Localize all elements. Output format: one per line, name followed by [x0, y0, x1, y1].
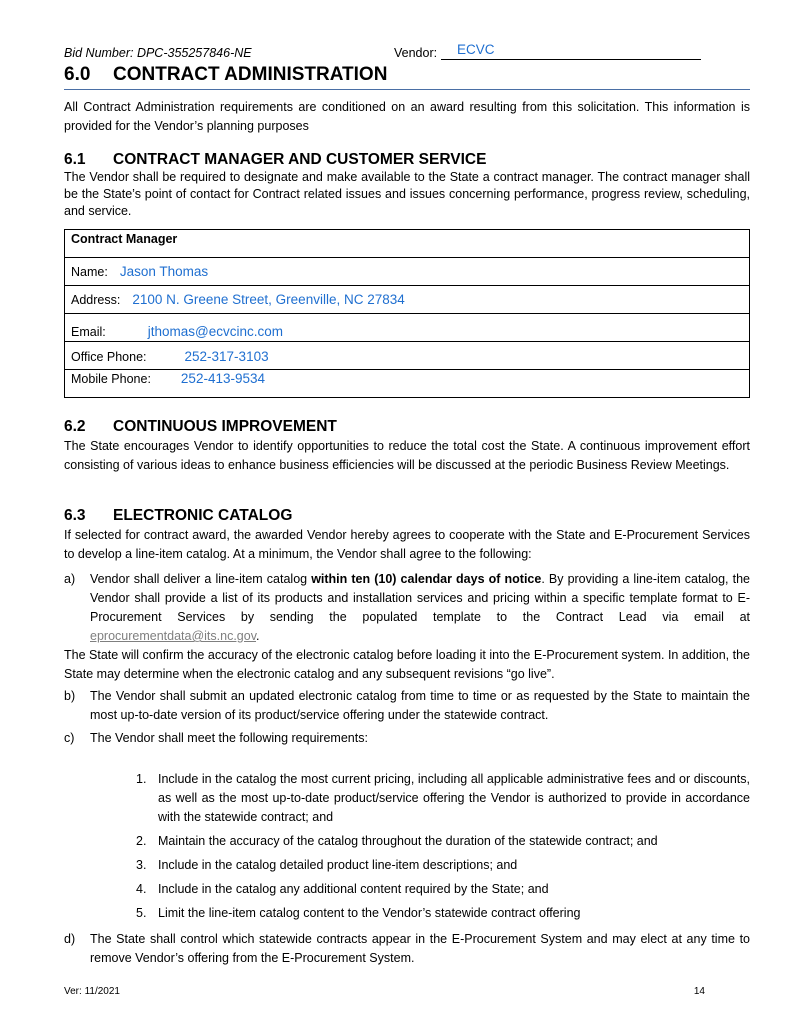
list-marker: 1.	[136, 772, 147, 786]
section-6-heading	[64, 64, 750, 90]
vendor-label: Vendor:	[394, 46, 438, 60]
table-row	[65, 258, 750, 286]
contract-manager-table	[64, 229, 750, 398]
list-marker: 5.	[136, 906, 147, 920]
sub-item-text: Include in the catalog any additional content required by the State; and	[158, 882, 549, 896]
vendor-value: ECVC	[457, 42, 495, 57]
mobile-phone-label: Mobile Phone:	[71, 372, 151, 386]
section-6-3-text: If selected for contract award, the awarded Vendor hereby agrees to cooperate with the State and E-Procurement Services to develop a line-item catalog. At a minimum, the Vendor shall agree to the following:	[64, 528, 750, 561]
eprocurement-email-link[interactable]: eprocurementdata@its.nc.gov	[90, 629, 257, 643]
item-a-emphasis: within ten (10) calendar days of notice	[311, 572, 542, 586]
list-item-d	[64, 930, 750, 968]
item-c-text: The Vendor shall meet the following requirements:	[90, 731, 368, 745]
sub-list-item-5	[136, 904, 750, 923]
section-6-1-text: The Vendor shall be required to designate and make available to the State a contract manager. The contract manager shall be the State’s point of contact for Contract related issues and issues concerning performance, progress review, scheduling, and service.	[64, 170, 750, 218]
sub-item-text: Include in the catalog the most current pricing, including all applicable administrative fees and or discounts, as well as the most up-to-date product/service offering the Vendor is authorized to provide in accordance with the statewide contract; and	[158, 772, 750, 824]
list-marker: c)	[64, 731, 75, 745]
table-heading-cell	[65, 230, 750, 258]
page-number: 14	[693, 986, 705, 997]
section-number: 6.0	[64, 64, 91, 85]
section-number: 6.3	[64, 507, 86, 524]
list-marker: a)	[64, 572, 76, 586]
item-b-text: The Vendor shall submit an updated electronic catalog from time to time or as requested by the State to maintain the most up-to-date version of its product/service offering under the statewide contract.	[90, 689, 750, 722]
sub-list-item-3	[136, 856, 750, 875]
list-marker: 2.	[136, 834, 147, 848]
list-item-a	[64, 570, 750, 646]
list-marker: b)	[64, 689, 76, 703]
page-header	[64, 44, 750, 62]
sub-item-text: Maintain the accuracy of the catalog throughout the duration of the statewide contract; and	[158, 834, 658, 848]
list-marker: 4.	[136, 882, 147, 896]
email-label: Email:	[71, 325, 106, 339]
section-6-intro: All Contract Administration requirements are conditioned on an award resulting from this solicitation. This information is provided for the Vendor’s planning purposes	[64, 100, 750, 133]
list-item-c	[64, 729, 750, 748]
list-item-b	[64, 687, 750, 725]
footer-version: Ver: 11/2021	[64, 986, 120, 997]
section-6-2-text: The State encourages Vendor to identify opportunities to reduce the total cost the State. A continuous improvement effort consisting of various ideas to enhance business efficiencies will be discussed at the periodic Business Review Meetings.	[64, 439, 750, 472]
sub-list-item-4	[136, 880, 750, 899]
email-value[interactable]: jthomas@ecvcinc.com	[147, 324, 283, 339]
section-6-2-heading	[64, 418, 337, 436]
table-row	[65, 286, 750, 314]
page-footer	[64, 986, 750, 997]
item-a-text-mid: . By providing a line-item catalog, the Vendor shall provide a list of its products and installation services and pricing within a specific template format to E-Procurement Services by sending the populated template to the Contract Lead via email at	[90, 572, 750, 624]
item-a-text-start: Vendor shall deliver a line-item catalog	[90, 572, 312, 586]
sub-item-text: Limit the line-item catalog content to the Vendor’s statewide contract offering	[158, 906, 581, 920]
table-row	[65, 370, 750, 398]
vendor-field[interactable]	[441, 44, 701, 60]
section-title: ELECTRONIC CATALOG	[113, 507, 293, 524]
address-value[interactable]: 2100 N. Greene Street, Greenville, NC 27834	[132, 292, 405, 307]
office-phone-label: Office Phone:	[71, 350, 147, 364]
name-label: Name:	[71, 265, 108, 279]
contract-manager-heading: Contract Manager	[71, 232, 178, 246]
name-value[interactable]: Jason Thomas	[119, 264, 209, 279]
section-6-3-heading	[64, 507, 292, 525]
table-row	[65, 342, 750, 370]
section-title: CONTINUOUS IMPROVEMENT	[113, 418, 337, 435]
bid-number: Bid Number: DPC-355257846-NE	[64, 46, 252, 60]
office-phone-value[interactable]: 252-317-3103	[184, 349, 269, 364]
mobile-phone-value[interactable]: 252-413-9534	[180, 371, 265, 386]
sub-item-text: Include in the catalog detailed product line-item descriptions; and	[158, 858, 518, 872]
list-marker: d)	[64, 932, 76, 946]
section-6-1-heading	[64, 151, 486, 169]
table-row	[65, 314, 750, 342]
section-number: 6.2	[64, 418, 86, 435]
sub-list-item-1	[136, 770, 750, 827]
section-title: CONTRACT ADMINISTRATION	[113, 64, 388, 85]
list-marker: 3.	[136, 858, 147, 872]
item-a-text-end: .	[256, 629, 260, 643]
sub-list-item-2	[136, 832, 750, 851]
section-number: 6.1	[64, 151, 86, 168]
section-title: CONTRACT MANAGER AND CUSTOMER SERVICE	[113, 151, 487, 168]
item-d-text: The State shall control which statewide contracts appear in the E-Procurement System and may elect at any time to remove Vendor’s offering from the E-Procurement System.	[90, 932, 750, 965]
section-6-3-middle: The State will confirm the accuracy of the electronic catalog before loading it into the E-Procurement system. In addition, the State may determine when the electronic catalog and any subsequent revisions “go live”.	[64, 648, 750, 681]
address-label: Address:	[71, 293, 121, 307]
